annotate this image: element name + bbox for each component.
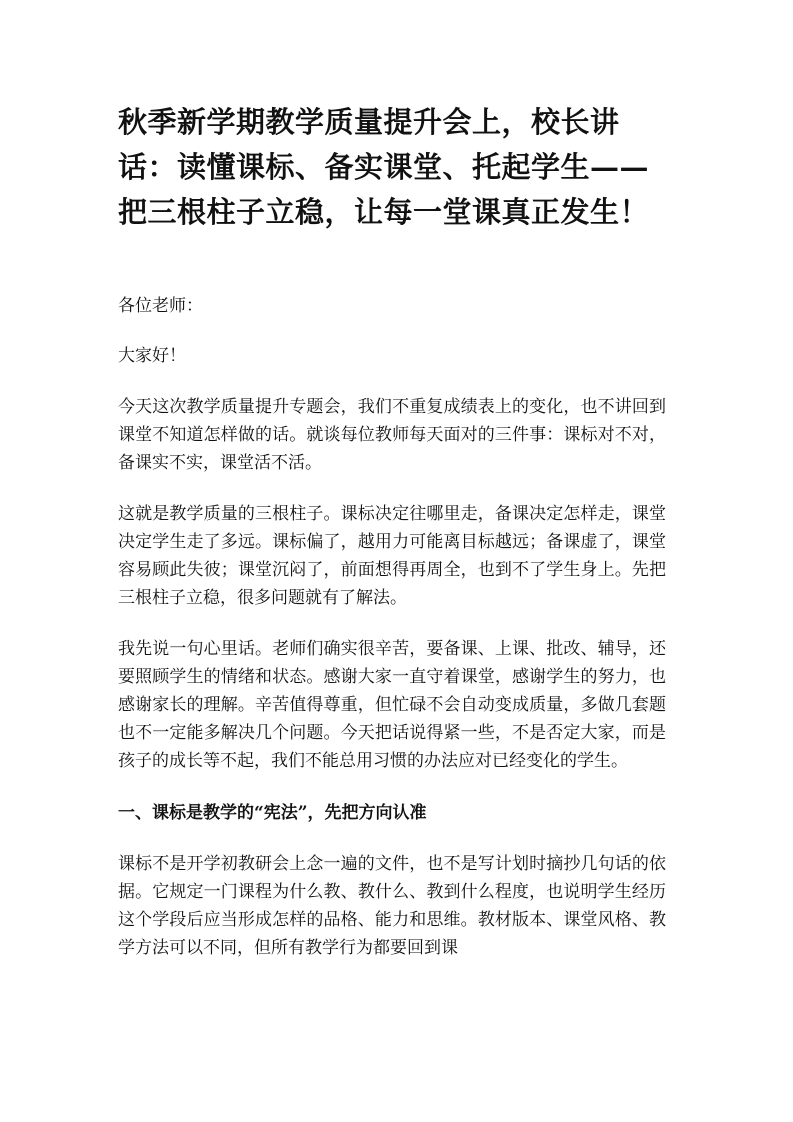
paragraph: 课标不是开学初教研会上念一遍的文件，也不是写计划时摘抄几句话的依据。它规定一门课程为什么教、教什么、教到什么程度，也说明学生经历这个学段后应当形成怎样的品格、能力和思维。教材版本、课堂风格、教学方法可以不同，但所有教学行为都要回到课 (118, 854, 666, 958)
paragraph: 今天这次教学质量提升专题会，我们不重复成绩表上的变化，也不讲回到课堂不知道怎样做的话。就谈每位教师每天面对的三件事：课标对不对，备课实不实，课堂活不活。 (118, 397, 666, 473)
paragraph: 这就是教学质量的三根柱子。课标决定往哪里走，备课决定怎样走，课堂决定学生走了多远。课标偏了，越用力可能离目标越远；备课虚了，课堂容易顾此失彼；课堂沉闷了，前面想得再周全，也到不了学生身上。先把三根柱子立稳，很多问题就有了解法。 (118, 504, 666, 608)
document-page (118, 100, 666, 962)
section-heading: 一、课标是教学的“宪法”，先把方向认准 (118, 803, 427, 823)
greeting: 大家好！ (118, 346, 186, 366)
salutation: 各位老师： (118, 296, 203, 316)
document-title: 秋季新学期教学质量提升会上，校长讲话：读懂课标、备实课堂、托起学生——把三根柱子立稳，让每一堂课真正发生！ (118, 105, 650, 229)
paragraph: 我先说一句心里话。老师们确实很辛苦，要备课、上课、批改、辅导，还要照顾学生的情绪和状态。感谢大家一直守着课堂，感谢学生的努力，也感谢家长的理解。辛苦值得尊重，但忙碌不会自动变成质量，多做几套题也不一定能多解决几个问题。今天把话说得紧一些，不是否定大家，而是孩子的成长等不起，我们不能总用习惯的办法应对已经变化的学生。 (118, 639, 666, 771)
